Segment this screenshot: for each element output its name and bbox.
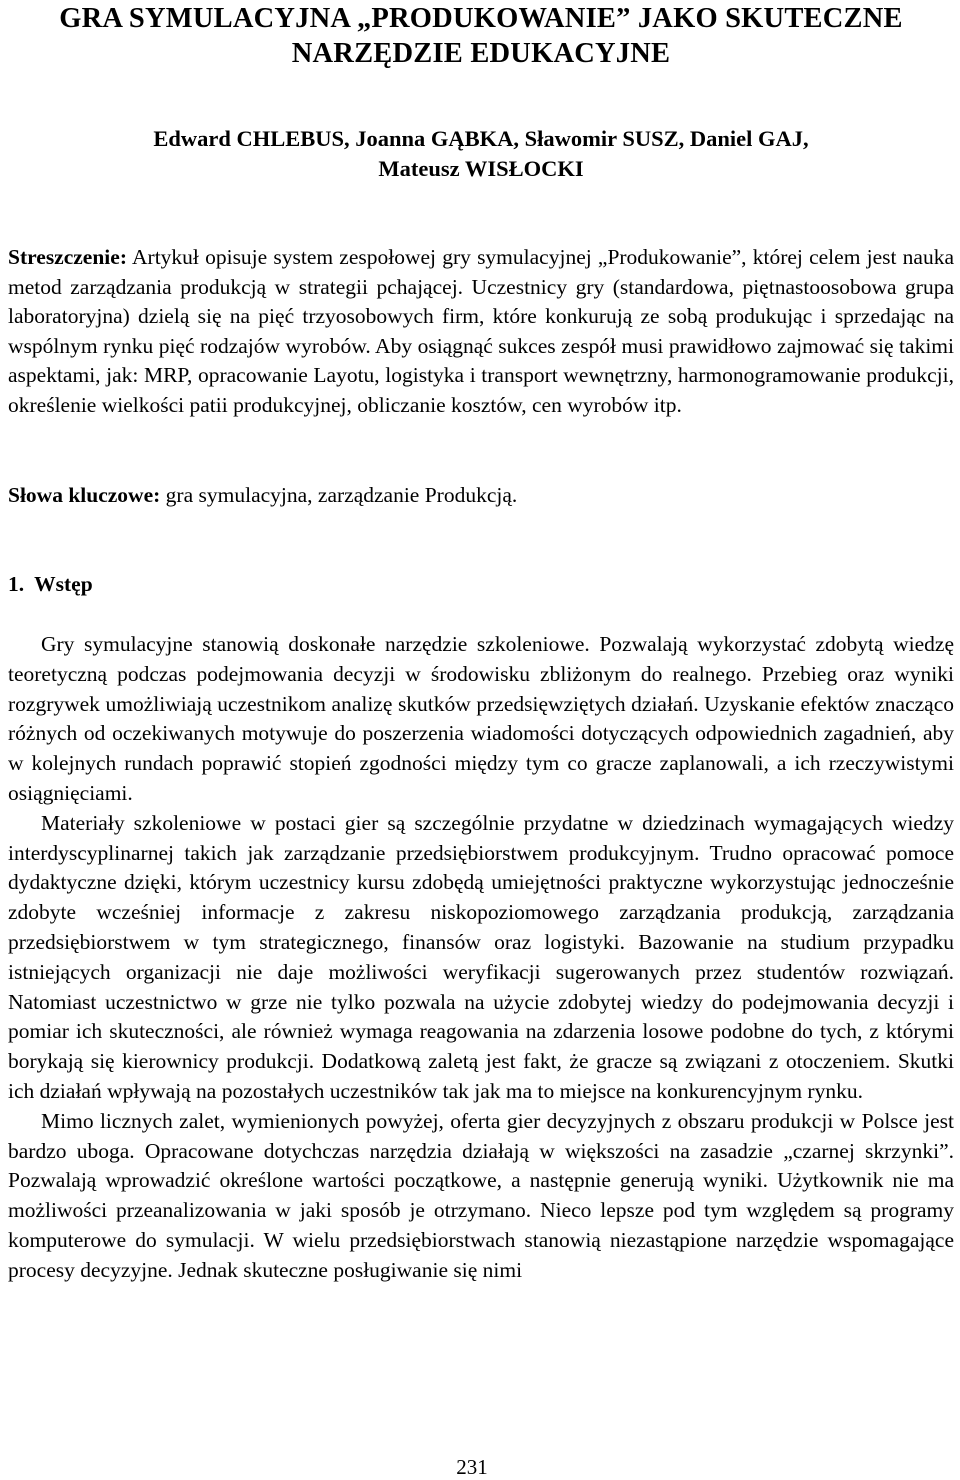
keywords-label: Słowa kluczowe:: [8, 483, 161, 507]
abstract: [8, 243, 954, 420]
keywords: [8, 481, 954, 511]
paragraph: Mimo licznych zalet, wymienionych powyżej, oferta gier decyzyjnych z obszaru produkcji w Polsce jest bardzo uboga. Opracowane dotychczas narzędzia działają w większości na zasadzie „czarnej skrzynki”. Pozwalają wprowadzić określone wartości początkowe, a następnie generują wyniki. Użytkownik nie ma możliwości przeanalizowania w jaki sposób je otrzymano. Nieco lepsze pod tym względem są programy komputerowe do symulacji. W wielu przedsiębiorstwach stanowią niezastąpione narzędzie wspomagające procesy decyzyjne. Jednak skuteczne posługiwanie się nimi: [8, 1108, 954, 1282]
author-list-line-1: Edward CHLEBUS, Joanna GĄBKA, Sławomir SUSZ, Daniel GAJ,: [153, 126, 809, 151]
author-list: [8, 124, 954, 184]
abstract-text: Artykuł opisuje system zespołowej gry symulacyjnej „Produkowanie”, której celem jest nauka metod zarządzania produkcją w strategii pchającej. Uczestnicy gry (standardowa, piętnastoosobowa grupa laboratoryjna) dzielą się na pięć trzyosobowych firm, które konkurują ze sobą produkując i sprzedając na wspólnym rynku pięć rodzajów wyrobów. Aby osiągnąć sukces zespół musi prawidłowo zajmować się takimi aspektami, jak: MRP, opracowanie Layotu, logistyka i transport wewnętrzny, harmonogramowanie produkcji, określenie wielkości patii produkcyjnej, obliczanie kosztów, cen wyrobów itp.: [8, 245, 954, 417]
paper-title: [8, 0, 954, 71]
keywords-text: gra symulacyjna, zarządzanie Produkcją.: [165, 483, 518, 507]
document-page: [8, 0, 954, 1282]
paragraph: Gry symulacyjne stanowią doskonałe narzędzie szkoleniowe. Pozwalają wykorzystać zdobytą wiedzę teoretyczną podczas podejmowania decyzji w środowisku zbliżonym do realnego. Przebieg oraz wyniki rozgrywek umożliwiają uczestnikom analizę skutków przedsięwziętych działań. Uzyskanie efektów znacząco różnych od oczekiwanych motywuje do poszerzenia wiadomości dotyczących odpowiednich zagadnień, aby w kolejnych rundach poprawić stopień zgodności między tym co gracze zaplanowali, a ich rzeczywistymi osiągnięciami.: [8, 632, 954, 805]
author-list-line-2: Mateusz WISŁOCKI: [378, 156, 584, 181]
section-number: 1.: [8, 572, 25, 596]
paper-title-line-1: GRA SYMULACYJNA „PRODUKOWANIE” JAKO SKUTECZNE: [59, 3, 903, 34]
body-text: [8, 630, 954, 1286]
section-title: Wstęp: [34, 572, 93, 596]
page-number: 231: [456, 1455, 488, 1479]
paper-title-line-2: NARZĘDZIE EDUKACYJNE: [291, 38, 671, 69]
paragraph: Materiały szkoleniowe w postaci gier są szczególnie przydatne w dziedzinach wymagających wiedzy interdyscyplinarnej takich jak zarządzanie przedsiębiorstwem produkcyjnym. Trudno opracować pomoce dydaktyczne dzięki, którym uczestnicy kursu zdobędą umiejętności praktyczne wykorzystując jednocześnie zdobyte wcześniej informacje z zakresu niskopoziomowego zarządzania produkcją, zarządzania przedsiębiorstwem w tym strategicznego, finansów oraz logistyki. Bazowanie na studium przypadku istniejących organizacji nie daje możliwości weryfikacji sugerowanych przez studentów rozwiązań. Natomiast uczestnictwo w grze nie tylko pozwala na użycie zdobytej wiedzy do podejmowania decyzji i pomiar ich skuteczności, ale również wymaga reagowania na zdarzenia losowe podobne do tych, z którymi borykają się kierownicy produkcji. Dodatkową zaletą jest fakt, że gracze są związani z otoczeniem. Skutki ich działań wpływają na pozostałych uczestników tak jak ma to miejsce na konkurencyjnym rynku.: [8, 810, 954, 1103]
abstract-label: Streszczenie:: [8, 245, 127, 269]
section-heading: [8, 569, 93, 599]
